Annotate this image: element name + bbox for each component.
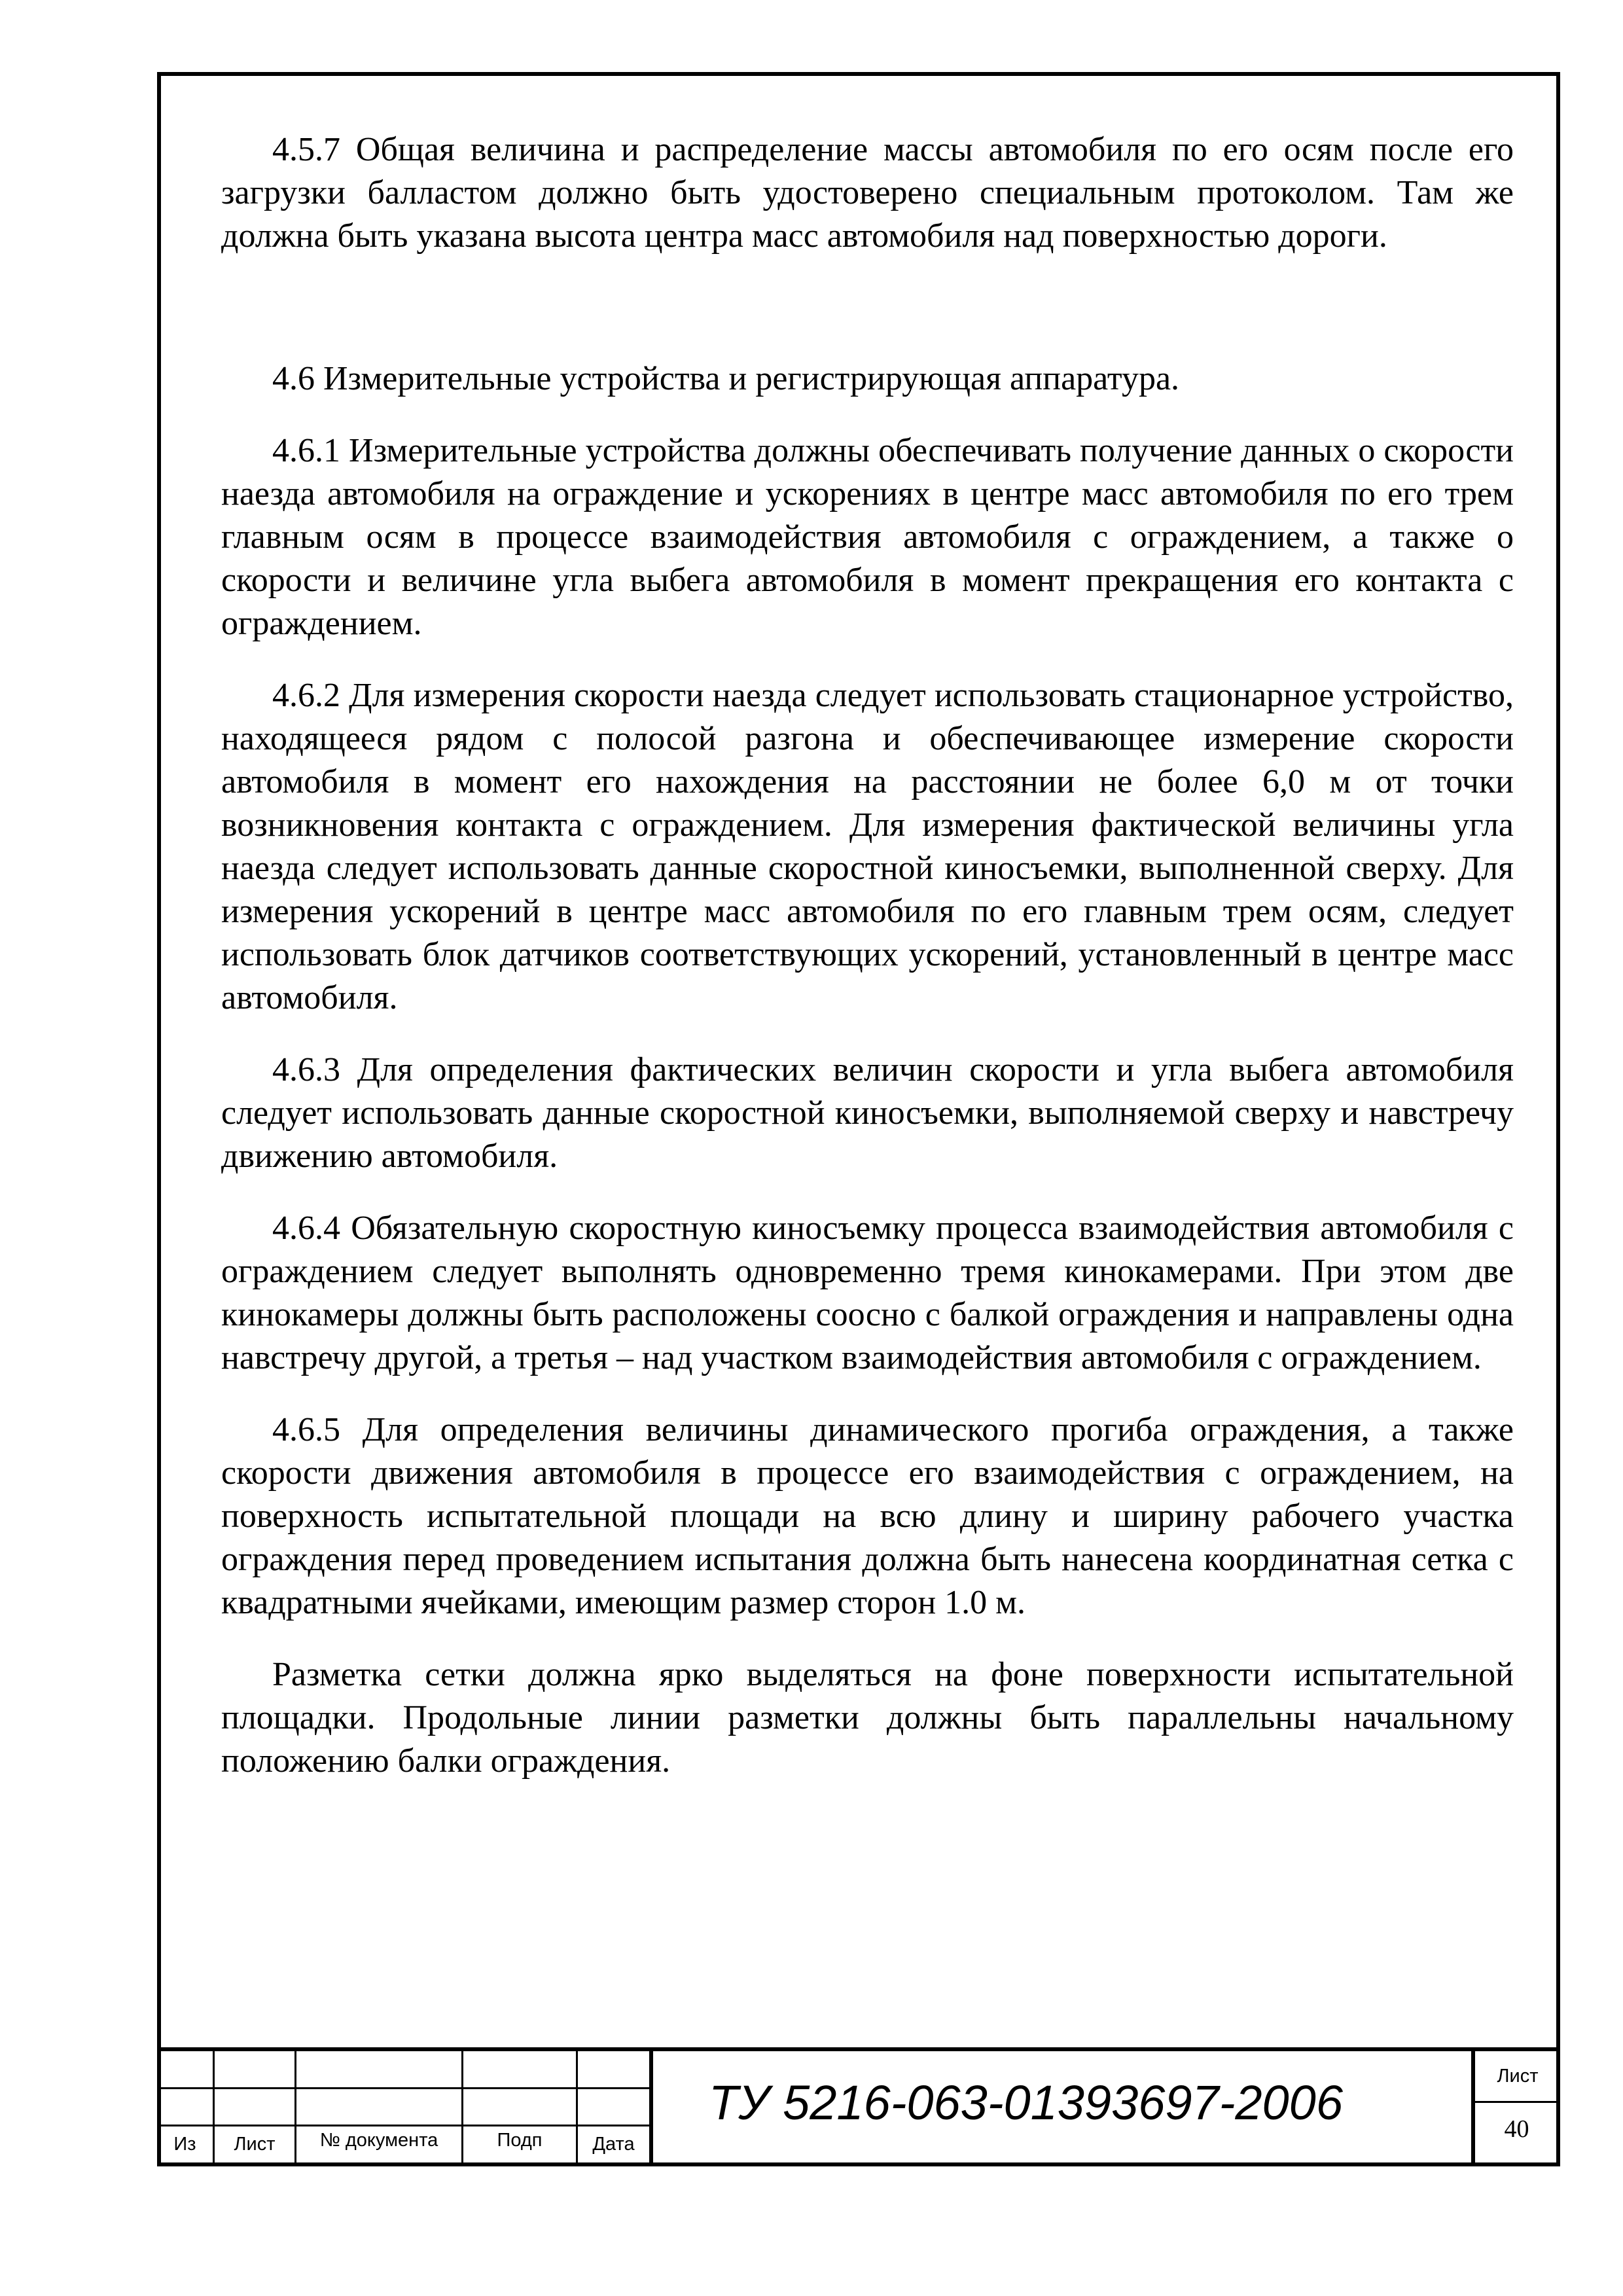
sheet-number: 40 bbox=[1504, 2115, 1529, 2143]
paragraph-4-6-1: 4.6.1 Измерительные устройства должны обеспечивать получение данных о скорости наезда автомобиля на ограждение и ускорениях в центре масс автомобиля по его трем главным осям в процессе взаимодействия автомобиля с ограждением, а также о скорости и величине угла выбега автомобиля в момент прекращения его контакта с ограждением. bbox=[221, 432, 1514, 642]
paragraph-grid-marking: Разметка сетки должна ярко выделяться на фоне поверхности испытательной площадки. Продольные линии разметки должны быть параллельны начальному положению балки ограждения. bbox=[221, 1656, 1514, 1780]
section-heading-4-6: 4.6 Измерительные устройства и регистрирующая аппаратура. bbox=[272, 360, 1180, 397]
col-label-iz: Из bbox=[173, 2134, 196, 2155]
document-body bbox=[221, 128, 1514, 1783]
paragraph-4-6-2: 4.6.2 Для измерения скорости наезда следует использовать стационарное устройство, находящееся рядом с полосой разгона и обеспечивающее измерение скорости автомобиля в момент его нахождения на расстоянии не более 6,0 м от точки возникновения контакта с ограждением. Для измерения фактической величины угла наезда следует использовать данные скоростной киносъемки, выполненной сверху. Для измерения ускорений в центре масс автомобиля по его главным трем осям, следует использовать блок датчиков соответствующих ускорений, установленный в центре масс автомобиля. bbox=[221, 677, 1514, 1016]
title-block-sheet-line bbox=[1471, 2101, 1560, 2103]
paragraph-4-6-3: 4.6.3 Для определения фактических величин скорости и угла выбега автомобиля следует использовать данные скоростной киносъемки, выполняемой сверху и навстречу движению автомобиля. bbox=[221, 1051, 1514, 1175]
sheet-label: Лист bbox=[1497, 2066, 1539, 2087]
title-block-top-border bbox=[157, 2047, 1560, 2051]
col-label-list: Лист bbox=[234, 2134, 276, 2155]
paragraph-4-6-5: 4.6.5 Для определения величины динамического прогиба ограждения, а также скорости движения автомобиля в процессе его взаимодействия с ограждением, на поверхность испытательной площади на всю длину и ширину рабочего участка ограждения перед проведением испытания должна быть нанесена координатная сетка с квадратными ячейками, имеющим размер сторон 1.0 м. bbox=[221, 1411, 1514, 1621]
title-block bbox=[157, 2047, 1560, 2166]
col-label-document-number: № документа bbox=[319, 2130, 438, 2151]
col-label-date: Дата bbox=[592, 2134, 635, 2155]
paragraph-4-6-4: 4.6.4 Обязательную скоростную киносъемку процесса взаимодействия автомобиля с ограждением следует выполнять одновременно тремя кинокамерами. При этом две кинокамеры должны быть расположены соосно с балкой ограждения и направлены одна навстречу другой, а третья – над участком взаимодействия автомобиля с ограждением. bbox=[221, 1210, 1514, 1376]
col-label-signature: Подп bbox=[497, 2130, 543, 2151]
document-code: ТУ 5216-063-01393697-2006 bbox=[709, 2075, 1343, 2130]
paragraph-4-5-7: 4.5.7 Общая величина и распределение массы автомобиля по его осям после его загрузки балластом должно быть удостоверено специальным протоколом. Там же должна быть указана высота центра масс автомобиля над поверхностью дороги. bbox=[221, 131, 1514, 255]
